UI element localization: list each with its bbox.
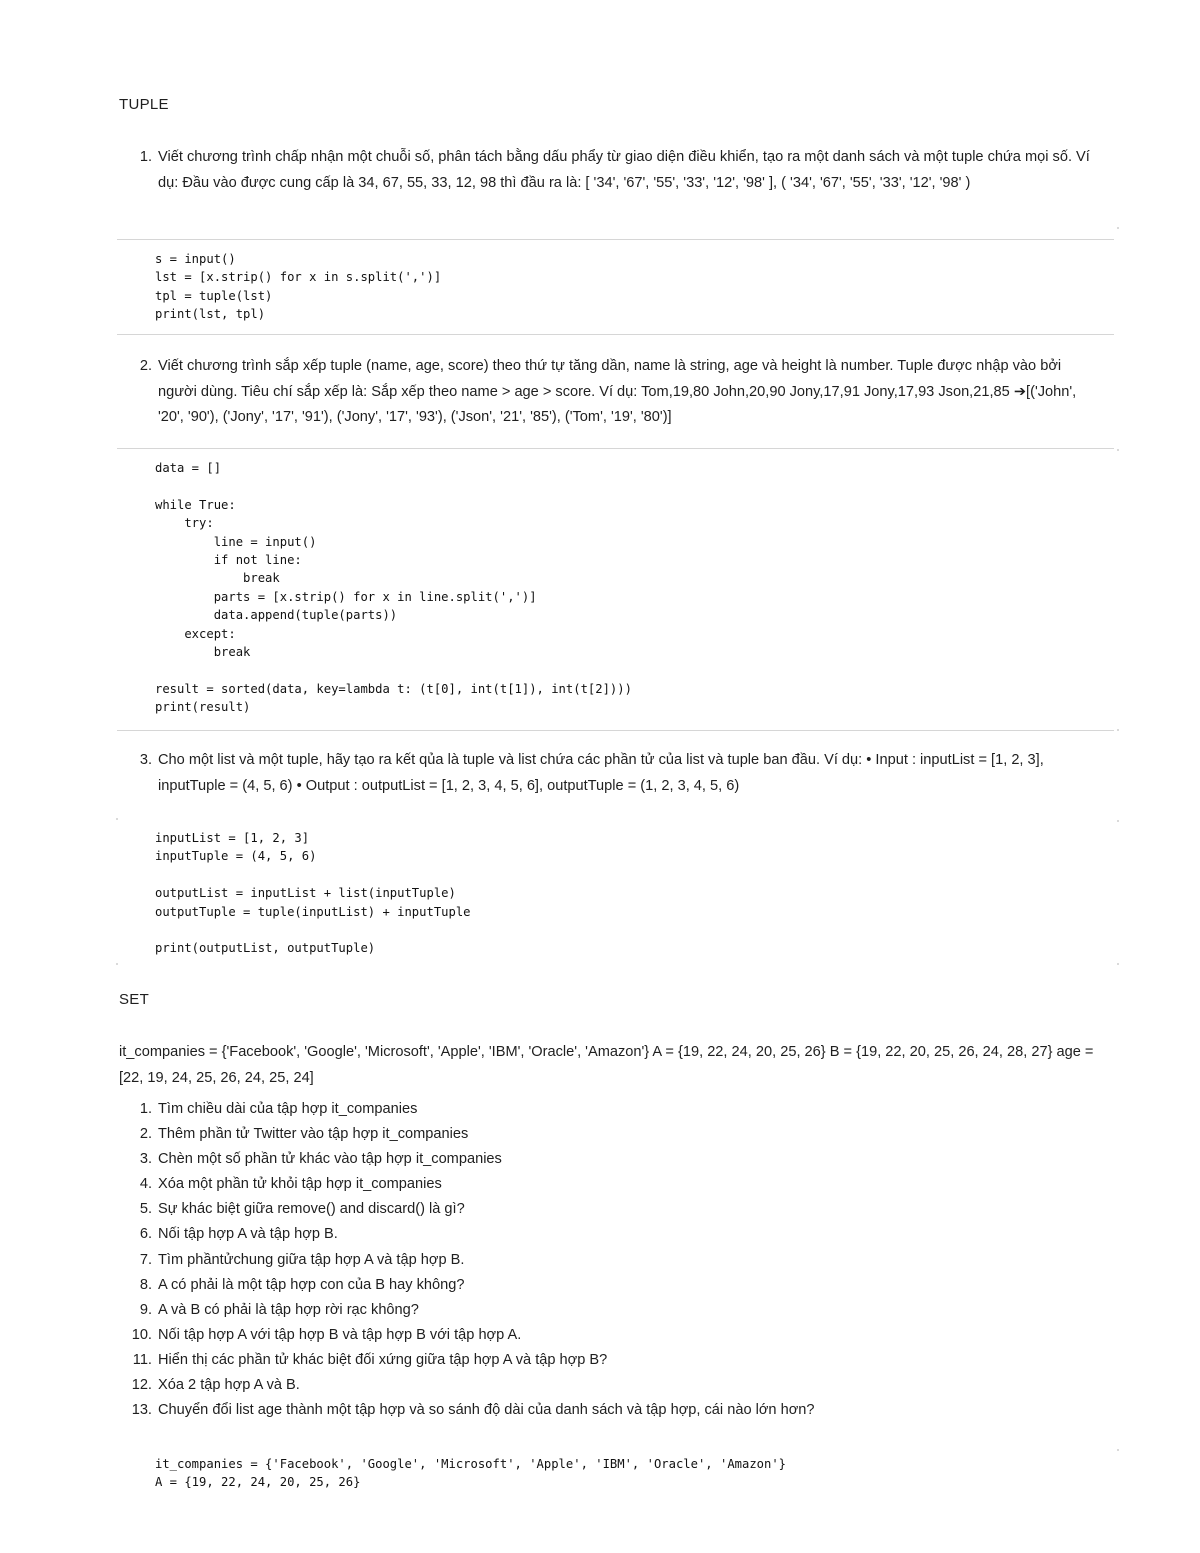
code-block-2: data = [] while True: try: line = input() if not line: break parts = [x.strip() for x in line.split(',')] data.append(tuple(parts)) except: break result = sorted(data, key=lambda t: (t[0], int(t[1]), int(t[2]))) print(result)	[155, 461, 632, 715]
list-item	[119, 1248, 1094, 1273]
list-item-text: Xóa một phần tử khỏi tập hợp it_companies	[158, 1176, 442, 1193]
exercise-2	[119, 354, 1094, 434]
divider	[117, 730, 1114, 731]
list-item-text: Chuyển đổi list age thành một tập hợp và so sánh độ dài của danh sách và tập hợp, cái nào lớn hơn?	[158, 1402, 815, 1419]
list-item-number: 4.	[139, 1176, 152, 1193]
list-item-text: A có phải là một tập hợp con của B hay không?	[158, 1276, 465, 1293]
page-speck	[116, 818, 118, 820]
list-item	[119, 1147, 1094, 1172]
list-item	[119, 1122, 1094, 1147]
exercise-1	[119, 145, 1094, 225]
exercise-3	[119, 748, 1094, 803]
list-item-text: Nối tập hợp A với tập hợp B và tập hợp B với tập hợp A.	[158, 1326, 522, 1343]
page-speck	[1117, 227, 1119, 229]
list-item-text: Nối tập hợp A và tập hợp B.	[158, 1226, 338, 1243]
exercise-3-number: 3.	[139, 752, 152, 768]
list-item-number: 12.	[131, 1377, 152, 1394]
divider	[117, 448, 1114, 449]
list-item	[119, 1298, 1094, 1323]
set-intro: it_companies = {'Facebook', 'Google', 'Microsoft', 'Apple', 'IBM', 'Oracle', 'Amazon'} A = {19, 22, 24, 20, 25, 26} B = {19, 22, 20, 25, 26, 24, 28, 27} age = [22, 19, 24, 25, 26, 24, 25, 24]	[119, 1044, 1094, 1086]
list-item	[119, 1197, 1094, 1222]
list-item-text: Tìm chiều dài của tập hợp it_companies	[158, 1101, 418, 1117]
list-item-number: 9.	[139, 1301, 152, 1318]
list-item-number: 7.	[139, 1251, 152, 1268]
list-item-number: 13.	[131, 1402, 152, 1419]
list-item-text: Xóa 2 tập hợp A và B.	[158, 1377, 300, 1394]
page-speck	[1117, 449, 1119, 451]
exercise-2-number: 2.	[139, 358, 152, 374]
page-speck	[1117, 963, 1119, 965]
list-item-number: 10.	[131, 1326, 152, 1343]
set-heading: SET	[119, 991, 150, 1008]
list-item-number: 6.	[139, 1226, 152, 1243]
list-item-text: Tìm phầntửchung giữa tập hợp A và tập hợp B.	[158, 1251, 465, 1268]
list-item	[119, 1398, 1094, 1423]
exercise-2-text: Viết chương trình sắp xếp tuple (name, age, score) theo thứ tự tăng dần, name là string, age và height là number. Tuple được nhập vào bởi người dùng. Tiêu chí sắp xếp là: Sắp xếp theo name > age > score. Ví dụ: Tom,19,80 John,20,90 Jony,17,91 Jony,17,93 Json,21,85 ➔[('John', '20', '90'), ('Jony', '17', '91'), ('Jony', '17', '93'), ('Json', '21', '85'), ('Tom', '19', '80')]	[158, 358, 1077, 425]
page-speck	[116, 963, 118, 965]
list-item-text: Thêm phần tử Twitter vào tập hợp it_companies	[158, 1126, 469, 1143]
exercise-3-text: Cho một list và một tuple, hãy tạo ra kết qủa là tuple và list chứa các phần tử của list và tuple ban đầu. Ví dụ: • Input : inputList = [1, 2, 3], inputTuple = (4, 5, 6) • Output : outputList = [1, 2, 3, 4, 5, 6], outputTuple = (1, 2, 3, 4, 5, 6)	[158, 752, 1044, 794]
list-item-number: 11.	[132, 1351, 152, 1368]
list-item-text: Hiển thị các phần tử khác biệt đối xứng giữa tập hợp A và tập hợp B?	[158, 1351, 608, 1368]
list-item-number: 5.	[139, 1201, 152, 1218]
code-block-4: it_companies = {'Facebook', 'Google', 'Microsoft', 'Apple', 'IBM', 'Oracle', 'Amazon'} A = {19, 22, 24, 20, 25, 26}	[155, 1457, 787, 1490]
list-item-number: 1.	[139, 1101, 152, 1117]
list-item	[119, 1097, 1094, 1122]
set-exercise-list	[119, 1097, 1094, 1423]
list-item-text: A và B có phải là tập hợp rời rạc không?	[158, 1301, 419, 1318]
list-item	[119, 1222, 1094, 1247]
divider	[117, 334, 1114, 335]
page-speck	[1117, 820, 1119, 822]
list-item-number: 3.	[139, 1151, 152, 1168]
exercise-1-number: 1.	[139, 149, 152, 165]
page-speck	[1117, 1449, 1119, 1451]
list-item-number: 8.	[139, 1276, 152, 1293]
exercise-1-text: Viết chương trình chấp nhận một chuỗi số, phân tách bằng dấu phẩy từ giao diện điều khiển, tạo ra một danh sách và một tuple chứa mọi số. Ví dụ: Đầu vào được cung cấp là 34, 67, 55, 33, 12, 98 thì đầu ra là: [ '34', '67', '55', '33', '12', '98' ], ( '34', '67', '55', '33', '12', '98' )	[158, 149, 1090, 191]
list-item	[119, 1348, 1094, 1373]
list-item	[119, 1172, 1094, 1197]
list-item	[119, 1373, 1094, 1398]
code-block-1: s = input() lst = [x.strip() for x in s.split(',')] tpl = tuple(lst) print(lst, tpl)	[155, 252, 442, 322]
list-item	[119, 1323, 1094, 1348]
list-item	[119, 1273, 1094, 1298]
code-block-3: inputList = [1, 2, 3] inputTuple = (4, 5, 6) outputList = inputList + list(inputTuple) outputTuple = tuple(inputList) + inputTuple print(outputList, outputTuple)	[155, 831, 471, 956]
tuple-heading: TUPLE	[119, 96, 169, 113]
list-item-text: Sự khác biệt giữa remove() and discard() là gì?	[158, 1201, 465, 1218]
page-speck	[1117, 729, 1119, 731]
divider	[117, 239, 1114, 240]
list-item-number: 2.	[139, 1126, 152, 1143]
list-item-text: Chèn một số phần tử khác vào tập hợp it_companies	[158, 1151, 502, 1168]
